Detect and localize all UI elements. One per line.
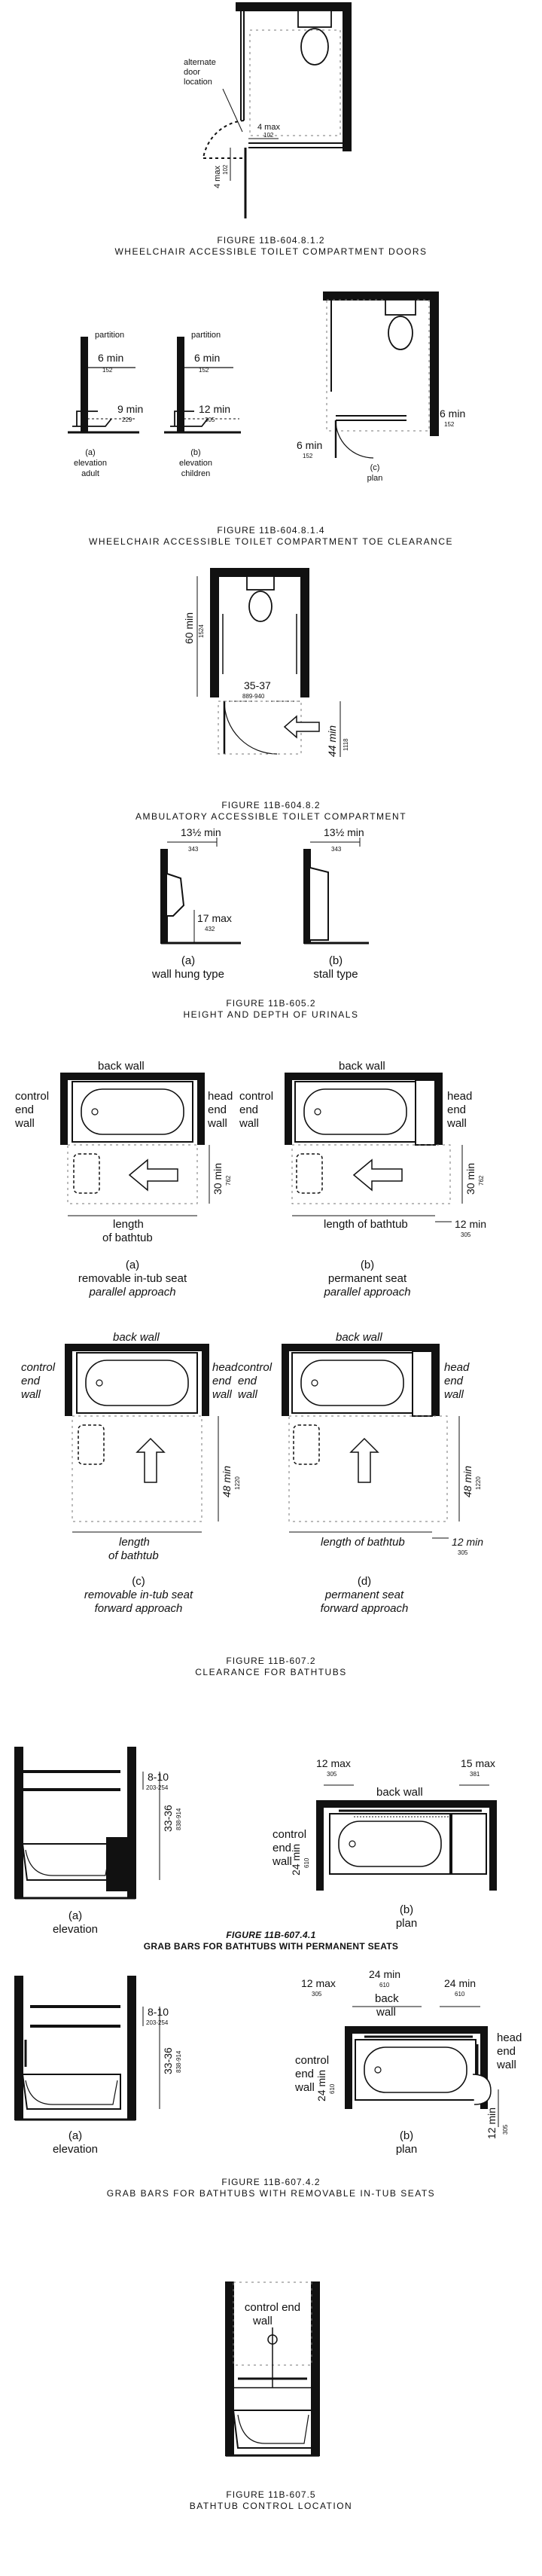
fig2-c-dim2-mm: 152 <box>303 453 313 459</box>
fig5-d-head: head <box>444 1361 470 1374</box>
fig2-c-label1: (c) <box>370 463 380 472</box>
fig5-bathtub-clearance-diagram <box>0 1061 542 1648</box>
fig7-b-label2: plan <box>395 2143 418 2156</box>
fig2-b-label2: elevation <box>178 459 213 468</box>
fig4-a-dim1: 13½ min <box>181 826 221 838</box>
fig6-grab-bars-permanent-diagram <box>0 1732 542 1958</box>
fig7-dim12min: 12 min <box>486 2107 498 2139</box>
fig8-caption-number: FIGURE 11B-607.5 <box>226 2489 316 2500</box>
fig8-label2: wall <box>253 2315 273 2327</box>
fig6-b-label2: plan <box>395 1917 418 1930</box>
fig5-a-head-end: end <box>208 1103 227 1116</box>
fig5-a-length: length <box>113 1218 144 1231</box>
fig5-caption-title: CLEARANCE FOR BATHTUBS <box>195 1667 347 1677</box>
fig5-c-head-wall: wall <box>212 1388 232 1401</box>
fig3-approach-arrow-icon <box>285 716 319 737</box>
fig5-b-dim12: 12 min <box>455 1218 487 1230</box>
fig5-c-end: end <box>21 1375 41 1387</box>
fig7-dim24min-a-mm: 610 <box>379 1982 390 1988</box>
fig7-end: end <box>295 2068 315 2080</box>
fig2-a-dim2: 9 min <box>117 403 144 415</box>
fig6-dim24min-mm: 610 <box>303 1857 310 1868</box>
fig2-c-label2: plan <box>367 474 383 483</box>
fig5-a-label2: removable in-tub seat <box>78 1272 187 1285</box>
fig4-caption-title: HEIGHT AND DEPTH OF URINALS <box>183 1009 359 1020</box>
fig5-d-end: end <box>238 1375 257 1387</box>
fig2-toe-clearance-diagram <box>0 279 542 505</box>
fig1-caption-title: WHEELCHAIR ACCESSIBLE TOILET COMPARTMENT DOORS <box>114 246 428 257</box>
fig5-d-label2: permanent seat <box>324 1589 404 1601</box>
fig7-dim12max: 12 max <box>301 1977 336 1989</box>
fig5-d-wall: wall <box>238 1388 257 1401</box>
fig2-a-dim1-mm: 152 <box>102 367 113 374</box>
fig2-caption <box>0 525 542 548</box>
fig2-a-partition-label: partition <box>95 331 125 340</box>
fig5-b-length-of-bathtub: length of bathtub <box>324 1218 408 1231</box>
fig6-caption-number: FIGURE 11B-607.4.1 <box>226 1930 316 1940</box>
fig6-dim15max-mm: 381 <box>470 1771 480 1778</box>
fig7-control: control <box>295 2054 330 2067</box>
fig1-dim1: 4 max <box>257 123 280 132</box>
fig3-dim-depth-mm: 1524 <box>198 624 205 638</box>
fig1-compartment-doors-diagram <box>0 0 542 256</box>
fig5-d-back-wall: back wall <box>336 1331 382 1344</box>
fig7-a-label2: elevation <box>52 2143 99 2156</box>
fig5-b-wall: wall <box>239 1117 259 1130</box>
fig7-back-wall-word: wall <box>376 2006 396 2019</box>
fig6-dim-33-36: 33-36 <box>162 1805 174 1832</box>
fig4-urinals-diagram <box>0 823 542 996</box>
fig5-d-dim48: 48 min <box>461 1465 473 1497</box>
fig4-b-dim1-mm: 343 <box>331 846 342 853</box>
fig1-note-line3: location <box>184 78 212 87</box>
fig6-dim24min: 24 min <box>290 1843 302 1876</box>
fig4-a-urinal-icon <box>167 874 184 916</box>
fig4-caption <box>0 998 542 1021</box>
fig5-c-wall: wall <box>21 1388 41 1401</box>
fig8-label1: control end <box>244 2301 301 2314</box>
fig7-dim24min-b-mm: 610 <box>455 1991 465 1998</box>
fig7-head-wall: wall <box>497 2059 516 2071</box>
fig4-a-dim1-mm: 343 <box>188 846 199 853</box>
fig7-dim12min-mm: 305 <box>502 2124 509 2135</box>
fig5-d-head-wall: wall <box>444 1388 464 1401</box>
fig5-c-label3: forward approach <box>94 1602 183 1615</box>
fig5-a-of-bathtub: of bathtub <box>102 1232 153 1244</box>
fig6-dim12max-mm: 305 <box>327 1771 337 1778</box>
fig2-c-toilet-icon <box>385 300 416 349</box>
fig4-a-dim2-mm: 432 <box>205 926 215 932</box>
fig5-b-dim30-mm: 762 <box>478 1175 485 1186</box>
fig4-b-label2: stall type <box>313 968 358 981</box>
fig5-d-label1: (d) <box>357 1575 372 1588</box>
fig5-c-label2: removable in-tub seat <box>84 1589 193 1601</box>
fig7-dim12max-mm: 305 <box>312 1991 322 1998</box>
fig2-a-label3: adult <box>81 469 99 478</box>
fig6-a-elevation <box>15 1747 136 1898</box>
fig2-a-label1: (a) <box>85 448 96 457</box>
fig7-caption-number: FIGURE 11B-607.4.2 <box>221 2177 321 2187</box>
fig8-control-valve-icon <box>268 2335 277 2344</box>
fig7-head: head <box>497 2031 522 2044</box>
fig1-right-wall <box>343 3 351 151</box>
fig5-a-head-wall: wall <box>208 1117 227 1130</box>
fig5-d-label3: forward approach <box>320 1602 409 1615</box>
fig3-caption-title: AMBULATORY ACCESSIBLE TOILET COMPARTMENT <box>135 811 407 822</box>
fig3-caption <box>0 800 542 823</box>
fig1-back-wall <box>236 3 349 11</box>
fig5-c-back-wall: back wall <box>113 1331 160 1344</box>
fig4-a-label2: wall hung type <box>152 968 224 981</box>
fig6-dim15max: 15 max <box>461 1757 495 1769</box>
fig4-b-urinal-icon <box>310 868 328 940</box>
fig5-d-dim48-mm: 1220 <box>475 1476 482 1490</box>
fig5-c-dim48: 48 min <box>221 1465 233 1497</box>
fig2-a-label2: elevation <box>73 459 108 468</box>
fig3-dim-width-mm: 889-940 <box>242 693 265 700</box>
fig5-a-wall: wall <box>15 1117 35 1130</box>
fig5-d-plan <box>282 1344 459 1538</box>
fig7-wall: wall <box>295 2081 315 2094</box>
fig7-a-elevation <box>15 1976 136 2120</box>
fig5-b-head: head <box>447 1090 473 1103</box>
fig3-toilet-icon <box>247 576 274 621</box>
fig5-a-dim30: 30 min <box>212 1162 224 1195</box>
fig5-b-plan <box>285 1073 462 1222</box>
fig1-note-line1: alternate <box>184 58 216 67</box>
fig7-dim-33-36: 33-36 <box>162 2047 174 2074</box>
fig6-a-label2: elevation <box>52 1923 99 1936</box>
fig5-c-control: control <box>21 1361 56 1374</box>
fig5-b-back-wall: back wall <box>339 1060 385 1073</box>
fig4-a-dim2: 17 max <box>197 912 232 924</box>
fig2-b-dim1: 6 min <box>194 352 221 364</box>
fig5-b-label3: parallel approach <box>324 1286 411 1299</box>
fig8-caption <box>0 2489 542 2512</box>
fig7-dim-33-36-mm: 838-914 <box>175 2050 182 2073</box>
fig5-b-head-wall: wall <box>447 1117 467 1130</box>
fig6-caption-title: GRAB BARS FOR BATHTUBS WITH PERMANENT SEATS <box>143 1941 399 1952</box>
fig6-b-label1: (b) <box>399 1903 414 1916</box>
fig2-caption-title: WHEELCHAIR ACCESSIBLE TOILET COMPARTMENT TOE CLEARANCE <box>89 536 453 547</box>
fig7-dim24min-side-mm: 610 <box>329 2083 336 2094</box>
fig2-b-partition-label: partition <box>191 331 221 340</box>
fig3-caption-number: FIGURE 11B-604.8.2 <box>221 800 321 810</box>
fig2-a-dim1: 6 min <box>98 352 124 364</box>
fig5-a-end: end <box>15 1103 35 1116</box>
fig5-c-head: head <box>212 1361 238 1374</box>
fig1-caption-number: FIGURE 11B-604.8.1.2 <box>217 235 325 246</box>
fig7-back: back <box>375 1992 399 2005</box>
fig6-dim-33-36-mm: 838-914 <box>175 1808 182 1830</box>
fig5-b-arrow-icon <box>354 1160 402 1190</box>
fig6-control: control <box>273 1828 307 1841</box>
fig5-a-plan <box>60 1073 209 1216</box>
fig5-d-arrow-icon <box>351 1439 378 1482</box>
fig5-a-label1: (a) <box>125 1259 140 1271</box>
fig6-wall: wall <box>273 1855 292 1868</box>
fig5-b-head-end: end <box>447 1103 467 1116</box>
fig5-b-dim30: 30 min <box>464 1162 477 1195</box>
fig7-dim24min-a: 24 min <box>369 1968 401 1980</box>
fig5-a-dim30-mm: 762 <box>225 1175 232 1186</box>
fig5-c-dim48-mm: 1220 <box>234 1476 241 1490</box>
fig1-toilet-icon <box>298 11 331 65</box>
fig3-dim-clear: 44 min <box>326 725 338 757</box>
fig5-b-label1: (b) <box>360 1259 375 1271</box>
fig2-caption-number: FIGURE 11B-604.8.1.4 <box>217 525 325 536</box>
fig5-a-label3: parallel approach <box>89 1286 176 1299</box>
fig5-a-arrow-icon <box>129 1160 178 1190</box>
fig5-c-label1: (c) <box>132 1575 145 1588</box>
fig3-ambulatory-compartment-diagram <box>0 569 542 787</box>
fig6-b-plan <box>316 1800 497 1891</box>
fig5-d-dim12: 12 min <box>452 1536 484 1548</box>
fig7-dim-8-10: 8-10 <box>148 2006 169 2018</box>
fig7-caption-title: GRAB BARS FOR BATHTUBS WITH REMOVABLE IN-TUB SEATS <box>106 2188 436 2199</box>
fig1-note-line2: door <box>184 68 201 77</box>
fig2-a-dim2-mm: 229 <box>122 417 132 423</box>
fig5-caption-number: FIGURE 11B-607.2 <box>226 1656 316 1666</box>
fig5-b-end: end <box>239 1103 259 1116</box>
fig5-a-head: head <box>208 1090 233 1103</box>
fig7-dim24min-b: 24 min <box>444 1977 477 1989</box>
fig2-b-label3: children <box>181 469 211 478</box>
fig8-caption-title: BATHTUB CONTROL LOCATION <box>189 2501 353 2511</box>
fig7-b-label1: (b) <box>399 2129 414 2142</box>
fig1-alternate-door-swing <box>203 121 244 158</box>
fig6-dim12max: 12 max <box>316 1757 351 1769</box>
fig5-d-dim12-mm: 305 <box>458 1549 468 1556</box>
fig5-d-length-of-bathtub: length of bathtub <box>321 1536 405 1549</box>
fig7-dim24min-side: 24 min <box>315 2069 327 2101</box>
fig8-control-location-diagram <box>0 2282 542 2471</box>
fig1-dim2: 4 max <box>213 166 222 188</box>
fig2-c-dim2: 6 min <box>297 439 323 451</box>
fig5-b-control: control <box>239 1090 274 1103</box>
fig5-d-control: control <box>238 1361 273 1374</box>
fig2-c-dim1-mm: 152 <box>444 421 455 428</box>
fig2-b-dim1-mm: 152 <box>199 367 209 374</box>
fig5-c-length: length <box>119 1536 150 1549</box>
fig6-dim-8-10-mm: 203-254 <box>146 1784 169 1791</box>
fig1-caption <box>0 235 542 258</box>
fig6-end: end <box>273 1842 292 1854</box>
fig6-a-label1: (a) <box>68 1909 83 1922</box>
fig6-back-wall: back wall <box>376 1786 423 1799</box>
fig2-b-dim2-mm: 305 <box>205 417 215 423</box>
fig5-caption <box>0 1656 542 1678</box>
fig7-grab-bars-removable-diagram <box>0 1961 542 2187</box>
fig3-door-swing <box>224 701 277 754</box>
fig5-a-control: control <box>15 1090 50 1103</box>
fig5-d-head-end: end <box>444 1375 464 1387</box>
fig6-caption <box>0 1930 542 1952</box>
fig1-dim2-mm: 102 <box>222 164 229 175</box>
fig4-a-label1: (a) <box>181 954 196 967</box>
fig5-b-dim12-mm: 305 <box>461 1232 471 1238</box>
fig5-c-head-end: end <box>212 1375 232 1387</box>
fig3-dim-clear-mm: 1118 <box>343 738 349 751</box>
fig7-dim-8-10-mm: 203-254 <box>146 2019 169 2026</box>
fig6-dim-8-10: 8-10 <box>148 1771 169 1783</box>
fig7-caption <box>0 2177 542 2199</box>
fig3-dim-depth: 60 min <box>183 612 195 644</box>
fig5-c-of-bathtub: of bathtub <box>108 1549 159 1562</box>
fig5-c-arrow-icon <box>137 1439 164 1482</box>
fig1-dim1-mm: 102 <box>263 132 274 139</box>
fig4-caption-number: FIGURE 11B-605.2 <box>226 998 316 1009</box>
fig2-b-label1: (b) <box>190 448 201 457</box>
fig5-c-plan <box>65 1344 218 1532</box>
fig2-c-dim1: 6 min <box>440 407 466 420</box>
fig5-a-back-wall: back wall <box>98 1060 145 1073</box>
fig5-b-label2: permanent seat <box>327 1272 407 1285</box>
fig3-dim-width: 35-37 <box>244 679 271 691</box>
fig4-b-dim1: 13½ min <box>324 826 364 838</box>
fig7-a-label1: (a) <box>68 2129 83 2142</box>
fig7-head-end: end <box>497 2045 516 2058</box>
fig2-b-dim2: 12 min <box>199 403 231 415</box>
fig7-b-plan <box>345 2026 491 2109</box>
fig4-b-label1: (b) <box>328 954 343 967</box>
